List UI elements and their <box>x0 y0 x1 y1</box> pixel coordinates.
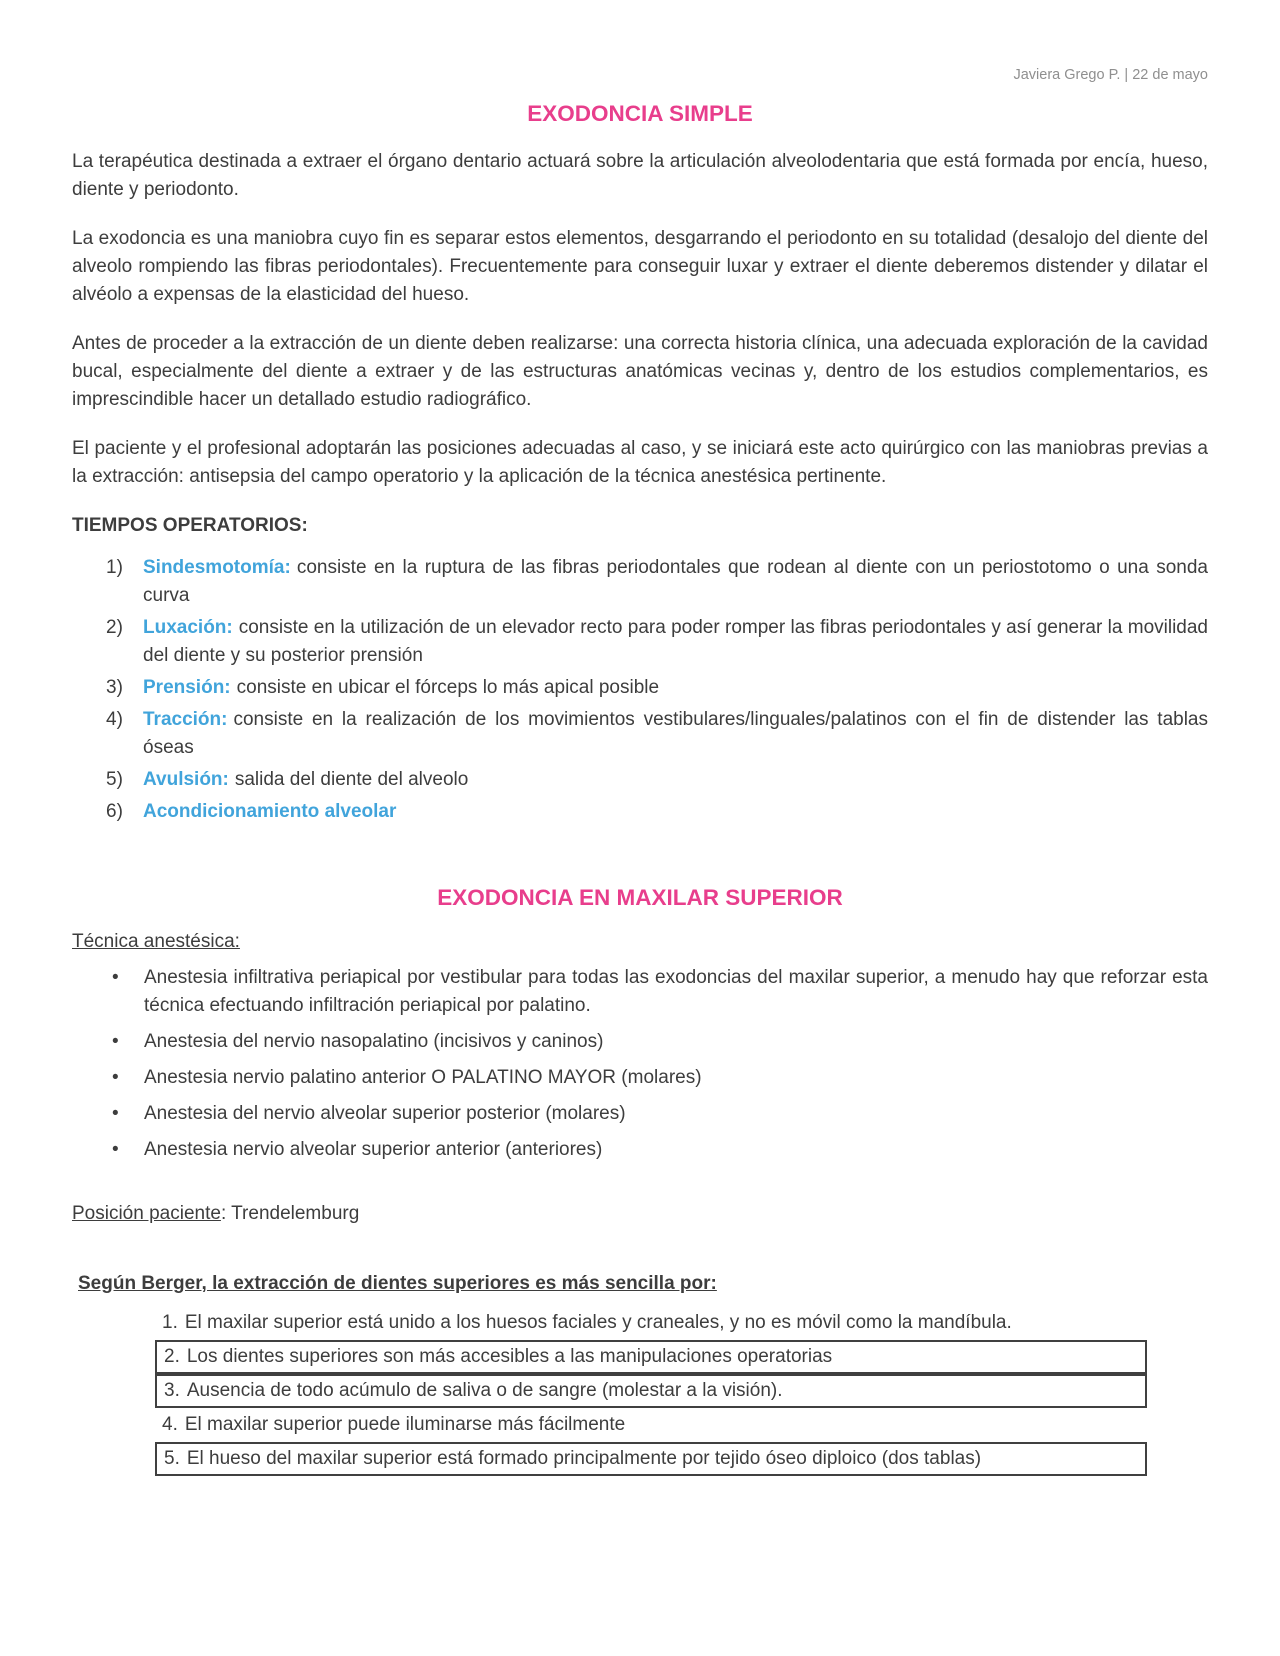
item-content <box>143 798 1208 826</box>
item-number: 4) <box>106 709 123 730</box>
highlight-box <box>155 1374 1147 1408</box>
item-term: Avulsión: <box>143 769 229 790</box>
highlight-box <box>155 1340 1147 1374</box>
berger-item <box>157 1342 1145 1372</box>
anestesia-bullet <box>72 964 1208 1020</box>
item-text: El maxilar superior puede iluminarse más fácilmente <box>184 1414 626 1435</box>
item-content <box>143 674 1208 702</box>
item-term: Luxación: <box>143 617 233 638</box>
posicion-paciente-label: Posición paciente <box>72 1203 221 1224</box>
item-content <box>143 554 1208 610</box>
item-number: 2. <box>164 1346 180 1367</box>
item-content <box>143 766 1208 794</box>
item-text: consiste en ubicar el fórceps lo más apical posible <box>236 677 660 698</box>
tiempos-item <box>72 798 1208 826</box>
posicion-paciente-value: : Trendelemburg <box>220 1203 360 1224</box>
berger-item <box>155 1308 1147 1338</box>
anestesia-bullet-list <box>72 964 1208 1164</box>
item-term: Acondicionamiento alveolar <box>143 801 397 822</box>
berger-item <box>155 1410 1147 1440</box>
title-exodoncia-maxilar-superior: EXODONCIA EN MAXILAR SUPERIOR <box>437 885 843 910</box>
anestesia-bullet <box>72 1028 1208 1056</box>
bullet-glyph: • <box>112 1139 119 1160</box>
intro-paragraph-3: Antes de proceder a la extracción de un diente deben realizarse: una correcta historia clínica, una adecuada exploración de la cavidad bucal, especialmente del diente a extraer y de las estructuras anatómicas vecinas y, dentro de los estudios complementarios, es imprescindible hacer un detallado estudio radiográfico. <box>72 333 1208 410</box>
item-text: consiste en la realización de los movimientos vestibulares/linguales/palatinos con el fin de distender las tablas óseas <box>143 709 1208 758</box>
anestesia-bullet <box>72 1100 1208 1128</box>
bullet-glyph: • <box>112 1067 119 1088</box>
item-number: 3. <box>164 1380 180 1401</box>
item-text: salida del diente del alveolo <box>234 769 469 790</box>
highlight-box <box>155 1442 1147 1476</box>
intro-paragraph-2: La exodoncia es una maniobra cuyo fin es separar estos elementos, desgarrando el periodonto en su totalidad (desalojo del diente del alveolo rompiendo las fibras periodontales). Frecuentemente para conseguir luxar y extraer el diente deberemos distender y dilatar el alvéolo a expensas de la elasticidad del hueso. <box>72 228 1208 305</box>
bullet-glyph: • <box>112 1103 119 1124</box>
item-text: El maxilar superior está unido a los huesos faciales y craneales, y no es móvil como la mandíbula. <box>184 1312 1012 1333</box>
item-content <box>143 614 1208 670</box>
heading-segun-berger-text: Según Berger, la extracción de dientes superiores es más sencilla por: <box>78 1273 717 1294</box>
item-number: 1) <box>106 557 123 578</box>
bullet-text: Anestesia infiltrativa periapical por vestibular para todas las exodoncias del maxilar superior, a menudo hay que reforzar esta técnica efectuando infiltración periapical por palatino. <box>144 967 1208 1016</box>
heading-tecnica-anestesica <box>72 928 1208 956</box>
item-content <box>143 706 1208 762</box>
intro-paragraph-4: El paciente y el profesional adoptarán las posiciones adecuadas al caso, y se iniciará este acto quirúrgico con las maniobras previas a la extracción: antisepsia del campo operatorio y la aplicación de la técnica anestésica pertinente. <box>72 438 1208 487</box>
item-text: consiste en la ruptura de las fibras periodontales que rodean al diente con un periostotomo o una sonda curva <box>143 557 1208 606</box>
item-text: Los dientes superiores son más accesibles a las manipulaciones operatorias <box>186 1346 833 1367</box>
item-term: Prensión: <box>143 677 231 698</box>
bullet-text: Anestesia nervio palatino anterior O PALATINO MAYOR (molares) <box>144 1067 702 1088</box>
item-number: 5) <box>106 769 123 790</box>
bullet-glyph: • <box>112 1031 119 1052</box>
item-text: Ausencia de todo acúmulo de saliva o de sangre (molestar a la visión). <box>186 1380 783 1401</box>
tiempos-operatorios-list <box>72 554 1208 826</box>
tiempos-item <box>72 674 1208 702</box>
intro-paragraph-1: La terapéutica destinada a extraer el órgano dentario actuará sobre la articulación alveolodentaria que está formada por encía, hueso, diente y periodonto. <box>72 151 1208 200</box>
item-term: Sindesmotomía: <box>143 557 291 578</box>
tiempos-item <box>72 614 1208 670</box>
heading-tiempos-operatorios: TIEMPOS OPERATORIOS: <box>72 515 308 536</box>
title-exodoncia-simple: EXODONCIA SIMPLE <box>527 101 753 126</box>
anestesia-bullet <box>72 1064 1208 1092</box>
tiempos-item <box>72 766 1208 794</box>
bullet-text: Anestesia nervio alveolar superior anterior (anteriores) <box>144 1139 603 1160</box>
bullet-text: Anestesia del nervio alveolar superior posterior (molares) <box>144 1103 626 1124</box>
item-number: 3) <box>106 677 123 698</box>
item-text: consiste en la utilización de un elevador recto para poder romper las fibras periodontales y así generar la movilidad del diente y su posterior prensión <box>143 617 1208 666</box>
posicion-paciente-line <box>72 1200 1208 1228</box>
anestesia-bullet <box>72 1136 1208 1164</box>
heading-tecnica-anestesica-text: Técnica anestésica: <box>72 931 240 952</box>
item-number: 5. <box>164 1448 180 1469</box>
tiempos-item <box>72 554 1208 610</box>
item-number: 1. <box>162 1312 178 1333</box>
berger-item <box>157 1444 1145 1474</box>
tiempos-item <box>72 706 1208 762</box>
heading-segun-berger <box>78 1270 1208 1298</box>
item-number: 4. <box>162 1414 178 1435</box>
item-text: El hueso del maxilar superior está formado principalmente por tejido óseo diploico (dos tablas) <box>186 1448 982 1469</box>
author-date-header: Javiera Grego P. | 22 de mayo <box>1013 67 1208 83</box>
item-term: Tracción: <box>143 709 228 730</box>
berger-item <box>157 1376 1145 1406</box>
berger-list <box>155 1308 1147 1476</box>
item-number: 2) <box>106 617 123 638</box>
bullet-glyph: • <box>112 967 119 988</box>
item-number: 6) <box>106 801 123 822</box>
bullet-text: Anestesia del nervio nasopalatino (incisivos y caninos) <box>144 1031 604 1052</box>
